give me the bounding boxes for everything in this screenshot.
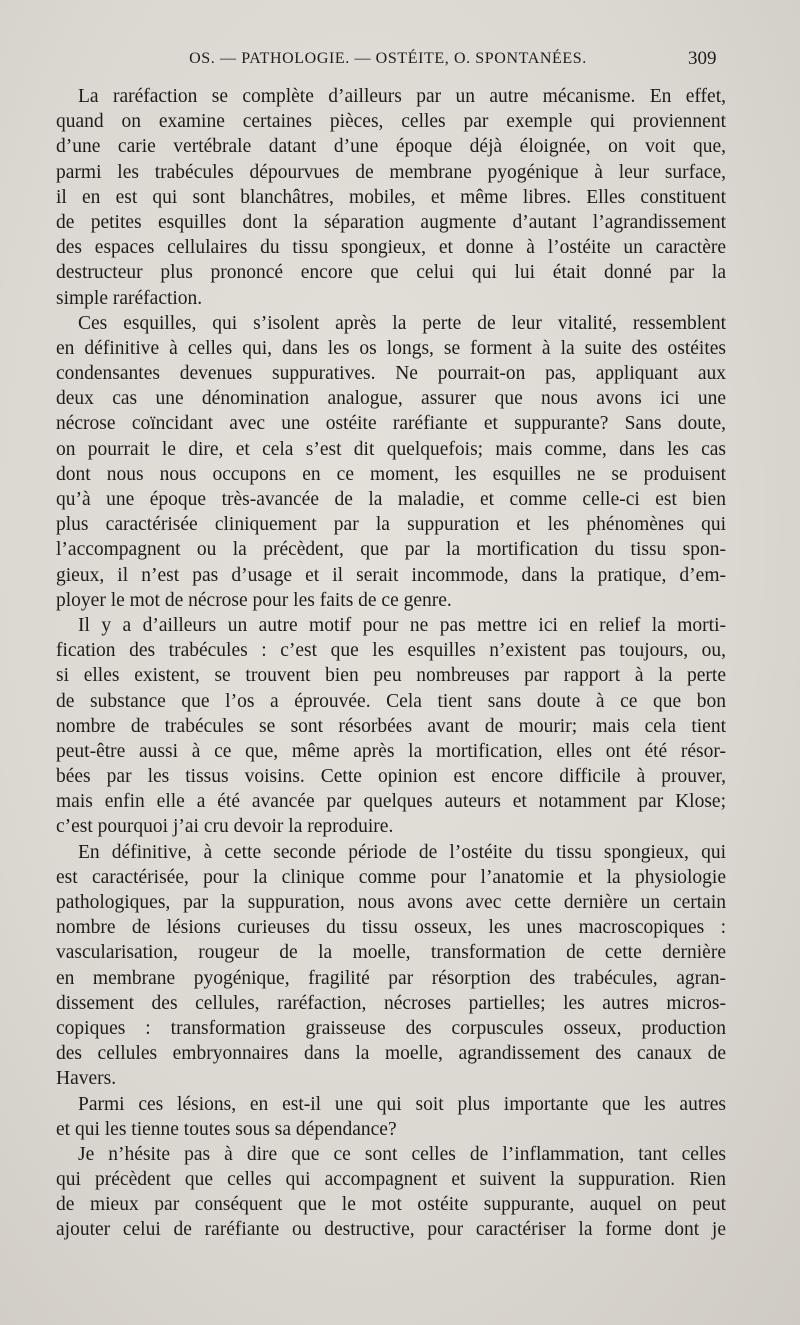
text-line: de substance que l’os a éprouvée. Cela tient sans doute à ce que bon bbox=[56, 690, 726, 712]
text-line: de petites esquilles dont la séparation augmente d’autant l’agrandissement bbox=[56, 211, 726, 233]
text-line: qui précèdent que celles qui accompagnent et suivent la suppuration. Rien bbox=[56, 1169, 726, 1191]
paragraph-2 bbox=[56, 311, 726, 613]
running-head: OS. — PATHOLOGIE. — OSTÉITE, O. SPONTANÉES. bbox=[189, 50, 587, 67]
text-line: Ces esquilles, qui s’isolent après la perte de leur vitalité, ressemblent bbox=[78, 312, 726, 334]
text-line: qu’à une époque très-avancée de la maladie, et comme celle-ci est bien bbox=[56, 489, 726, 510]
text-line: Havers. bbox=[56, 1068, 117, 1090]
text-line: ployer le mot de nécrose pour les faits de ce genre. bbox=[56, 589, 452, 611]
text-line: En définitive, à cette seconde période de l’ostéite du tissu spongieux, qui bbox=[78, 841, 726, 863]
text-line: il en est qui sont blanchâtres, mobiles, et même libres. Elles constituent bbox=[56, 186, 726, 208]
text-line: copiques : transformation graisseuse des corpuscules osseux, production bbox=[56, 1017, 726, 1039]
text-line: des espaces cellulaires du tissu spongieux, et donne à l’ostéite un caractère bbox=[56, 237, 726, 259]
paragraph-6 bbox=[56, 1142, 726, 1243]
text-line: nécrose coïncidant avec une ostéite raréfiante et suppurante? Sans doute, bbox=[56, 413, 726, 435]
text-line: des cellules embryonnaires dans la moelle, agrandissement des canaux de bbox=[56, 1043, 726, 1065]
text-line: Il y a d’ailleurs un autre motif pour ne pas mettre ici en relief la morti- bbox=[78, 614, 726, 636]
text-line: Je n’hésite pas à dire que ce sont celles de l’inflammation, tant celles bbox=[78, 1143, 726, 1165]
text-line: dont nous nous occupons en ce moment, les esquilles ne se produisent bbox=[56, 463, 726, 485]
text-line: mais enfin elle a été avancée par quelques auteurs et notamment par Klose; bbox=[56, 791, 726, 813]
text-line: Parmi ces lésions, en est-il une qui soit plus importante que les autres bbox=[78, 1093, 726, 1115]
text-line: gieux, il n’est pas d’usage et il serait incommode, dans la pratique, d’em- bbox=[56, 564, 726, 586]
text-line: dissement des cellules, raréfaction, nécroses partielles; les autres micros- bbox=[56, 992, 726, 1014]
text-line: parmi les trabécules dépourvues de membrane pyogénique à leur surface, bbox=[56, 161, 726, 183]
paragraph-4 bbox=[56, 840, 726, 1092]
text-line: nombre de trabécules se sont résorbées avant de mourir; mais cela tient bbox=[56, 715, 726, 737]
text-line: de mieux par conséquent que le mot ostéite suppurante, auquel on peut bbox=[56, 1194, 726, 1216]
text-line: fication des trabécules : c’est que les esquilles n’existent pas toujours, ou, bbox=[56, 640, 726, 662]
text-line: ajouter celui de raréfiante ou destructive, pour caractériser la forme dont je bbox=[56, 1219, 726, 1241]
text-line: et qui les tienne toutes sous sa dépendance? bbox=[56, 1118, 397, 1140]
text-line: si elles existent, se trouvent bien peu nombreuses par rapport à la perte bbox=[56, 665, 726, 687]
text-line: est caractérisée, pour la clinique comme pour l’anatomie et la physiologie bbox=[56, 866, 726, 888]
text-line: d’une carie vertébrale datant d’une époque déjà éloignée, on voit que, bbox=[56, 136, 726, 158]
body-text bbox=[56, 84, 726, 1243]
text-line: La raréfaction se complète d’ailleurs par un autre mécanisme. En effet, bbox=[78, 86, 726, 107]
text-line: quand on examine certaines pièces, celles par exemple qui proviennent bbox=[56, 111, 726, 133]
page-number: 309 bbox=[688, 48, 717, 69]
text-line: peut-être aussi à ce que, même après la mortification, elles ont été résor- bbox=[56, 740, 726, 762]
text-line: simple raréfaction. bbox=[56, 287, 203, 309]
text-line: on pourrait le dire, et cela s’est dit quelquefois; mais comme, dans les cas bbox=[56, 438, 726, 460]
text-line: deux cas une dénomination analogue, assurer que nous avons ici une bbox=[56, 388, 726, 410]
text-line: en membrane pyogénique, fragilité par résorption des trabécules, agran- bbox=[56, 967, 726, 989]
text-line: destructeur plus prononcé encore que celui qui lui était donné par la bbox=[56, 262, 726, 284]
paragraph-3 bbox=[56, 613, 726, 840]
text-line: nombre de lésions curieuses du tissu osseux, les unes macroscopiques : bbox=[56, 917, 726, 939]
text-line: l’accompagnent ou la précèdent, que par la mortification du tissu spon- bbox=[56, 539, 726, 561]
paragraph-1 bbox=[56, 84, 726, 311]
text-line: condensantes devenues suppuratives. Ne pourrait-on pas, appliquant aux bbox=[56, 363, 726, 385]
text-line: pathologiques, par la suppuration, nous avons avec cette dernière un certain bbox=[56, 892, 726, 913]
text-line: c’est pourquoi j’ai cru devoir la reproduire. bbox=[56, 816, 394, 838]
paragraph-5 bbox=[56, 1092, 726, 1142]
text-line: en définitive à celles qui, dans les os longs, se forment à la suite des ostéites bbox=[56, 337, 726, 359]
page-header bbox=[0, 50, 800, 78]
text-line: bées par les tissus voisins. Cette opinion est encore difficile à prouver, bbox=[56, 766, 726, 788]
text-line: vascularisation, rougeur de la moelle, transformation de cette dernière bbox=[56, 942, 726, 964]
text-line: plus caractérisée cliniquement par la suppuration et les phénomènes qui bbox=[56, 514, 726, 536]
